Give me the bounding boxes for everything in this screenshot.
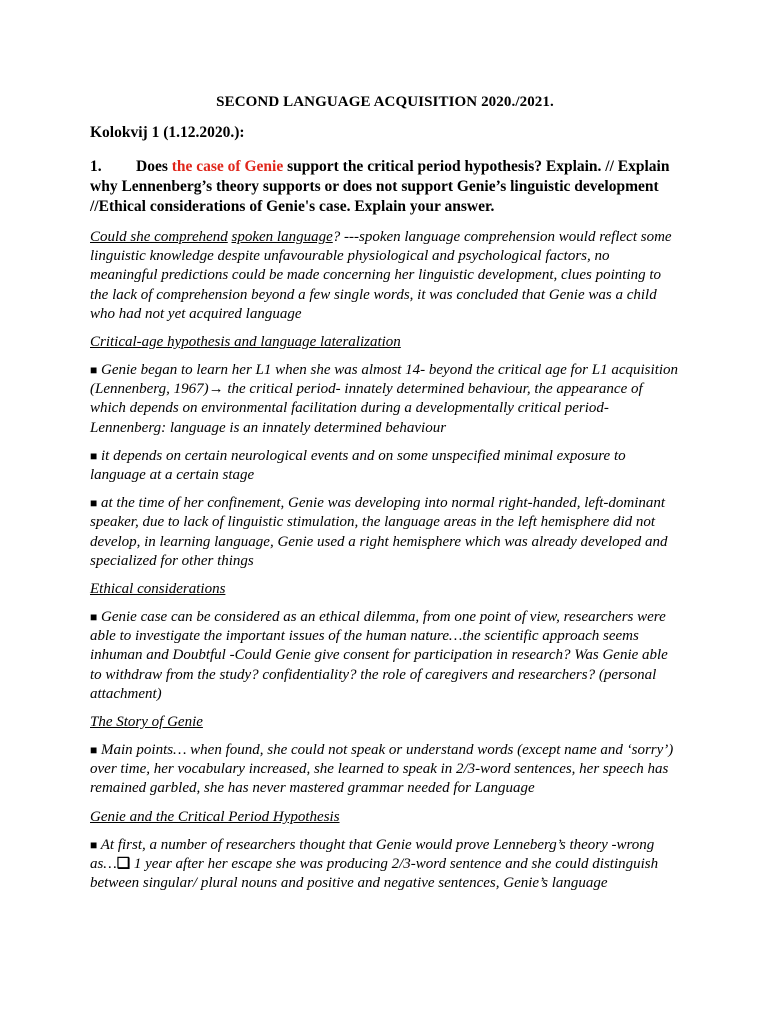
question-text-post: support the critical period hypothesis? Explain. // Explain why Lennenberg’s theory supports or does not support Genie’s linguistic development //Ethical considerations of Genie's case. Explain your answer. xyxy=(90,158,670,215)
checkbox-icon: ❑ xyxy=(116,855,131,872)
question-text-pre: Does xyxy=(136,158,172,175)
question-number: 1. xyxy=(90,158,102,175)
critical-age-bullet-2: it depends on certain neurological events and on some unspecified minimal exposure to language at a certain stage xyxy=(90,447,626,484)
bullet-square-icon: ■ xyxy=(90,743,98,758)
right-arrow-icon: → xyxy=(208,381,224,398)
cph-bullet-1-pre: At first, a number of researchers thought that Genie would prove Lenneberg’s theory -wrong as… xyxy=(90,836,655,872)
bullet-square-icon: ■ xyxy=(90,610,98,625)
intro-paragraph xyxy=(90,228,680,324)
bullet-paragraph xyxy=(90,361,680,438)
question-1 xyxy=(90,157,680,217)
document-title: SECOND LANGUAGE ACQUISITION 2020./2021. xyxy=(216,94,554,110)
section-heading-story: The Story of Genie xyxy=(90,714,203,731)
bullet-square-icon: ■ xyxy=(90,363,98,378)
bullet-square-icon: ■ xyxy=(90,496,98,511)
bullet-paragraph xyxy=(90,741,680,799)
bullet-paragraph xyxy=(90,836,680,894)
exam-heading: Kolokvij 1 (1.12.2020.): xyxy=(90,124,245,141)
critical-age-bullet-3: at the time of her confinement, Genie was developing into normal right-handed, left-dominant speaker, due to lack of linguistic stimulation, the language areas in the left hemisphere did not develop, in learning language, Genie used a right hemisphere which was already developed and specialized for other things xyxy=(90,495,668,569)
critical-age-bullet-1-pre: Genie began to learn her L1 when she was almost 14- beyond the critical age for L1 acquisition (Lennenberg, 1967) xyxy=(90,362,679,398)
bullet-paragraph xyxy=(90,608,680,704)
intro-underlined-2: spoken language xyxy=(231,229,333,245)
section-heading-cph: Genie and the Critical Period Hypothesis xyxy=(90,808,340,825)
bullet-square-icon: ■ xyxy=(90,448,98,463)
bullet-square-icon: ■ xyxy=(90,837,98,852)
ethical-bullet-1: Genie case can be considered as an ethical dilemma, from one point of view, researchers were able to investigate the important issues of the human nature…the scientific approach seems inhuman and Doubtful -Could Genie give consent for participation in research? Was Genie able to withdraw from the study? confidentiality? the role of caregivers and researchers? (personal attachment) xyxy=(90,609,668,702)
document-page xyxy=(90,94,680,902)
story-bullet-1: Main points… when found, she could not speak or understand words (except name and ‘sorry’) over time, her vocabulary increased, she learned to speak in 2/3-word sentences, her speech has remained garbled, she has never mastered grammar needed for Language xyxy=(90,742,674,797)
critical-age-bullet-1-post: the critical period- innately determined behaviour, the appearance of which depends on environmental facilitation during a developmentally critical period- Lennenberg: language is an innately determined behaviour xyxy=(90,381,643,436)
section-heading-critical-age: Critical-age hypothesis and language lateralization xyxy=(90,334,401,351)
section-heading-ethical: Ethical considerations xyxy=(90,581,226,598)
cph-bullet-1-post: 1 year after her escape she was producing 2/3-word sentence and she could distinguish between singular/ plural nouns and positive and negative sentences, Genie’s language xyxy=(90,855,659,892)
intro-text: ? ---spoken language comprehension would reflect some linguistic knowledge despite unfavourable physiological and psychological factors, no meaningful predictions could be made concerning her linguistic development, clues pointing to the lack of comprehension beyond a few single words, it was concluded that Genie was a child who had not yet acquired language xyxy=(90,229,672,322)
intro-underlined-1: Could she comprehend xyxy=(90,229,228,245)
bullet-paragraph xyxy=(90,494,680,571)
bullet-paragraph xyxy=(90,447,680,485)
question-highlight: the case of Genie xyxy=(171,158,284,175)
